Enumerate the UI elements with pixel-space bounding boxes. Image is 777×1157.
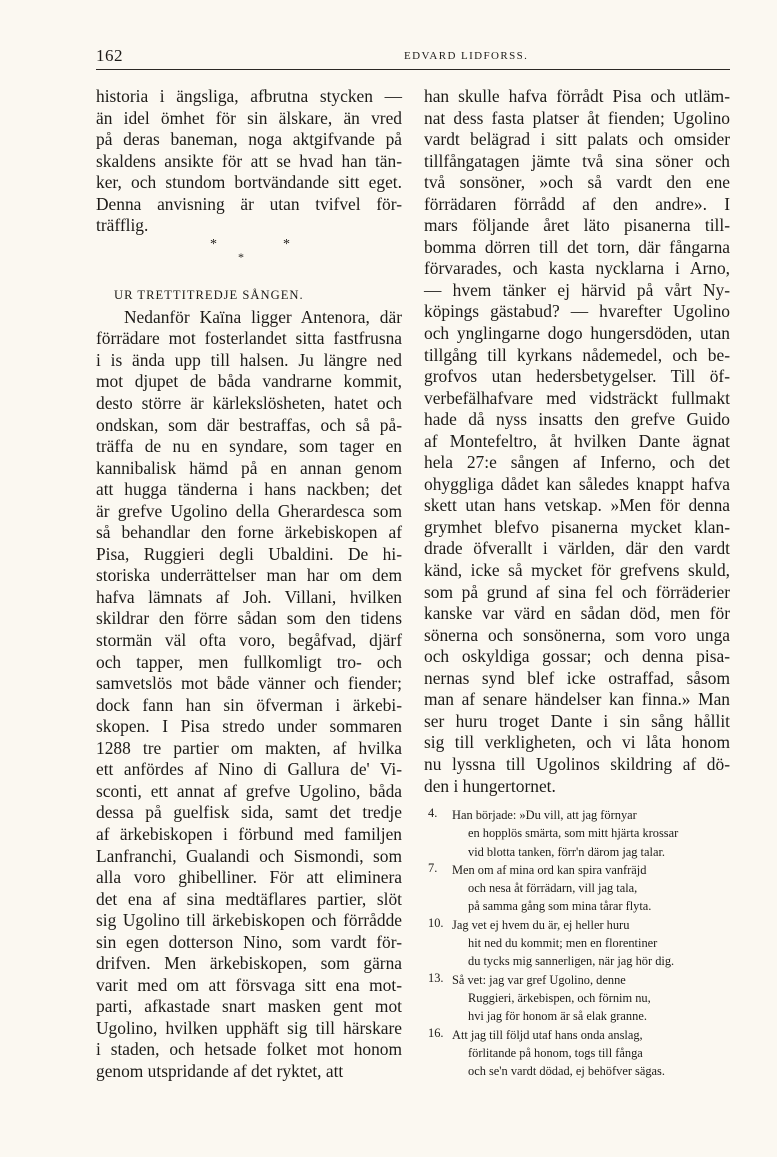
text-line: och ynglingarne dogo hungersdöden, utan bbox=[424, 323, 730, 344]
text-line: nat dess fasta platser åt fienden; Ugolino bbox=[424, 107, 730, 128]
verse-line: och se'n vardt dödad, ej behöfver sägas. bbox=[468, 1064, 665, 1079]
text-line: skett utan hans vetskap. »Men för denna bbox=[424, 495, 730, 516]
text-line: af ärkebiskopen i förbund med familjen bbox=[96, 823, 402, 844]
text-line: af Montefeltro, åt hvilken Dante ägnat bbox=[424, 430, 730, 451]
text-line: historia i ängsliga, afbrutna stycken — bbox=[96, 86, 402, 106]
text-line: sig till verkligheten, och vi låta honom bbox=[424, 732, 730, 753]
text-line: tillfångatagen jämte två sina söner och bbox=[424, 150, 730, 171]
verse-number: 13. bbox=[428, 970, 444, 985]
verse-line: Att jag till följd utaf hans onda anslag, bbox=[452, 1027, 643, 1042]
canto-heading: UR TRETTITREDJE SÅNGEN. bbox=[114, 287, 304, 302]
text-line: grofvos utan hedersbetygelser. Till öf- bbox=[424, 366, 730, 387]
section-divider bbox=[96, 237, 402, 279]
text-line: stormän väl ofta voro, begåfvad, djärf bbox=[96, 630, 402, 651]
text-line: ett anfördes af Nino di Gallura de' Vi- bbox=[96, 759, 402, 780]
left-column bbox=[96, 86, 402, 1083]
text-line: bomma dörren till det torn, där fångarna bbox=[424, 236, 730, 257]
right-column bbox=[424, 86, 730, 797]
text-line: grymhet blefvo pisanerna mycket klan- bbox=[424, 516, 730, 537]
text-line: samvetslös mot både vänner och fiender; bbox=[96, 673, 402, 694]
text-line: träffa de nu en syndare, som tager en bbox=[96, 436, 402, 457]
paragraph-intro bbox=[96, 86, 402, 237]
text-line: Pisa, Ruggieri degli Ubaldini. De hi- bbox=[96, 543, 402, 564]
text-line: i staden, och hetsade folket mot honom bbox=[96, 1039, 402, 1060]
text-line: kanske var värd en sådan död, men för bbox=[424, 603, 730, 624]
text-line: han skulle hafva förrådt Pisa och utläm- bbox=[424, 86, 730, 106]
text-line: sconti, ett annat af grefve Ugolino, båda bbox=[96, 780, 402, 801]
text-line: dessa på guelfisk sida, samt det tredje bbox=[96, 802, 402, 823]
text-line: drade öfverallt i världen, där den vardt bbox=[424, 538, 730, 559]
text-line: varit med om att försvaga sitt ena mot- bbox=[96, 974, 402, 995]
text-line: skaldens ansikte för att se hvad han tän- bbox=[96, 150, 402, 171]
verse-line: vid blotta tanken, förr'n därom jag talar. bbox=[468, 844, 665, 859]
verse-line: Men om af mina ord kan spira vanfräjd bbox=[452, 862, 647, 877]
text-line: nu lyssna till Ugolinos skildring af dö- bbox=[424, 753, 730, 774]
verse-line: hit ned du kommit; men en florentiner bbox=[468, 936, 658, 951]
text-line: Nedanför Kaïna ligger Antenora, där bbox=[124, 306, 402, 327]
verse-line: Jag vet ej hvem du är, ej heller huru bbox=[452, 917, 630, 932]
text-line: känd, icke så mycket för grefvens skuld, bbox=[424, 560, 730, 581]
text-line: skildrar den förre sådan som den tidens bbox=[96, 608, 402, 629]
paragraph-ugolino bbox=[424, 86, 730, 797]
verse-line: Så vet: jag var gref Ugolino, denne bbox=[452, 972, 626, 987]
text-line: nernas synd blef icke ostraffad, såsom bbox=[424, 667, 730, 688]
text-line: Denna anvisning är utan tvifvel för- bbox=[96, 193, 402, 214]
text-line: ser huru troget Dante i sin sång hållit bbox=[424, 710, 730, 731]
text-line: verbefälhafvare med vidsträckt fullmakt bbox=[424, 387, 730, 408]
asterisk: * bbox=[238, 249, 244, 264]
text-line: den i hungertornet. bbox=[424, 775, 556, 796]
header-rule bbox=[96, 69, 730, 70]
text-line: mot djupet de båda vandrarne kommit, bbox=[96, 371, 402, 392]
verse-line: och nesa åt förrädarn, vill jag tala, bbox=[468, 881, 638, 896]
running-head: EDVARD LIDFORSS. bbox=[404, 50, 529, 62]
text-line: drifven. Men ärkebiskopen, som gärna bbox=[96, 953, 402, 974]
verse-stanza bbox=[424, 806, 724, 861]
text-line: mars följande året läto pisanerna till- bbox=[424, 215, 730, 236]
text-line: köpings gästabud? — hvarefter Ugolino bbox=[424, 301, 730, 322]
verse-stanza bbox=[424, 916, 724, 971]
text-line: hafva lämnats af Joh. Villani, hvilken bbox=[96, 586, 402, 607]
text-line: det ena af sina medtäflares partier, slöt bbox=[96, 888, 402, 909]
text-line: hela 27:e sången af Inferno, och det bbox=[424, 452, 730, 473]
text-line: än idel ömhet för sin älskare, än vred bbox=[96, 107, 402, 128]
asterisk: * bbox=[210, 236, 217, 252]
verse-number: 4. bbox=[428, 806, 438, 820]
text-line: ondskan, som där bestraffas, och så på- bbox=[96, 414, 402, 435]
text-line: ohyggliga dådet kan således knappt hafva bbox=[424, 473, 730, 494]
text-line: sönerna och sonsönerna, som voro unga bbox=[424, 624, 730, 645]
text-line: sin egen dotterson Nino, som vardt för- bbox=[96, 931, 402, 952]
verse-line: du tycks mig sannerligen, när jag hör dig. bbox=[468, 954, 675, 969]
verse-stanza bbox=[424, 1026, 724, 1081]
text-line: Ugolino, hvilken upphäft sig till härskare bbox=[96, 1017, 402, 1038]
text-line: så behandlar den forne ärkebiskopen af bbox=[96, 522, 402, 543]
text-line: och oskyldiga gossar; och denna pisa- bbox=[424, 646, 730, 667]
text-line: träfflig. bbox=[96, 215, 149, 236]
paragraph-antenora bbox=[96, 307, 402, 1083]
text-line: ker, och stundom bortvändande sitt eget. bbox=[96, 172, 402, 193]
text-line: alla voro ghibelliner. För att eliminera bbox=[96, 867, 402, 888]
text-line: förvarades, och kasta nycklarna i Arno, bbox=[424, 258, 730, 279]
verse-line: på samma gång som mina tårar flyta. bbox=[468, 899, 652, 914]
text-line: vardt belägrad i sitt palats och omsider bbox=[424, 129, 730, 150]
verse-number: 10. bbox=[428, 915, 444, 930]
verse-line: en hopplös smärta, som mitt hjärta krossar bbox=[468, 826, 679, 841]
text-line: förrädare mot fosterlandet sitta fastfrusna bbox=[96, 328, 402, 349]
text-line: desto större är kärlekslösheten, hatet och bbox=[96, 393, 402, 414]
text-line: 1288 tre partier om makten, af hvilka bbox=[96, 737, 402, 758]
text-line: man af senare händelser kan finna.» Man bbox=[424, 689, 730, 710]
asterisk: * bbox=[283, 236, 290, 252]
text-line: — hvem tänker ej härvid på vårt Ny- bbox=[424, 279, 730, 300]
text-line: två sonsöner, »och så vardt den ene bbox=[424, 172, 730, 193]
verse-line: förlitande på honom, togs till fånga bbox=[468, 1045, 643, 1060]
text-line: och tapper, men fullkomligt tro- och bbox=[96, 651, 402, 672]
text-line: på deras baneman, noga aktgifvande på bbox=[96, 129, 402, 150]
text-line: tillgång till kyrkans nådemedel, och be- bbox=[424, 344, 730, 365]
verse-number: 7. bbox=[428, 860, 438, 875]
verse-block bbox=[424, 806, 724, 1080]
verse-line: Han började: »Du vill, att jag förnyar bbox=[452, 808, 637, 822]
text-line: storiska underrättelser man har om dem bbox=[96, 565, 402, 586]
verse-stanza bbox=[424, 861, 724, 916]
verse-stanza bbox=[424, 971, 724, 1026]
page-header bbox=[96, 46, 730, 70]
text-line: sig Ugolino till ärkebiskopen och förrådde bbox=[96, 910, 402, 931]
text-line: skopen. I Pisa stredo under sommaren bbox=[96, 716, 402, 737]
verse-number: 16. bbox=[428, 1025, 444, 1040]
text-line: som på grund af sina fel och förräderier bbox=[424, 581, 730, 602]
text-line: parti, afkastade snart masken gent mot bbox=[96, 996, 402, 1017]
verse-line: Ruggieri, ärkebispen, och förnim nu, bbox=[468, 990, 651, 1005]
text-line: dock fann han sin öfverman i ärkebi- bbox=[96, 694, 402, 715]
page-number: 162 bbox=[96, 46, 123, 65]
text-line: att hugga tänderna i hans nackben; det bbox=[96, 479, 402, 500]
text-line: kannibalisk hämd på en annan genom bbox=[96, 457, 402, 478]
text-line: förrädaren förrådd af den andre». I bbox=[424, 193, 730, 214]
text-line: genom utspridande af det ryktet, att bbox=[96, 1060, 344, 1081]
text-line: i is ända upp till halsen. Ju längre ned bbox=[96, 349, 402, 370]
verse-line: hvi jag för honom är så elak granne. bbox=[468, 1009, 647, 1024]
text-line: hade då nyss insatts den grefve Guido bbox=[424, 409, 730, 430]
text-line: Lanfranchi, Gualandi och Sismondi, som bbox=[96, 845, 402, 866]
text-line: är grefve Ugolino della Gherardesca som bbox=[96, 500, 402, 521]
